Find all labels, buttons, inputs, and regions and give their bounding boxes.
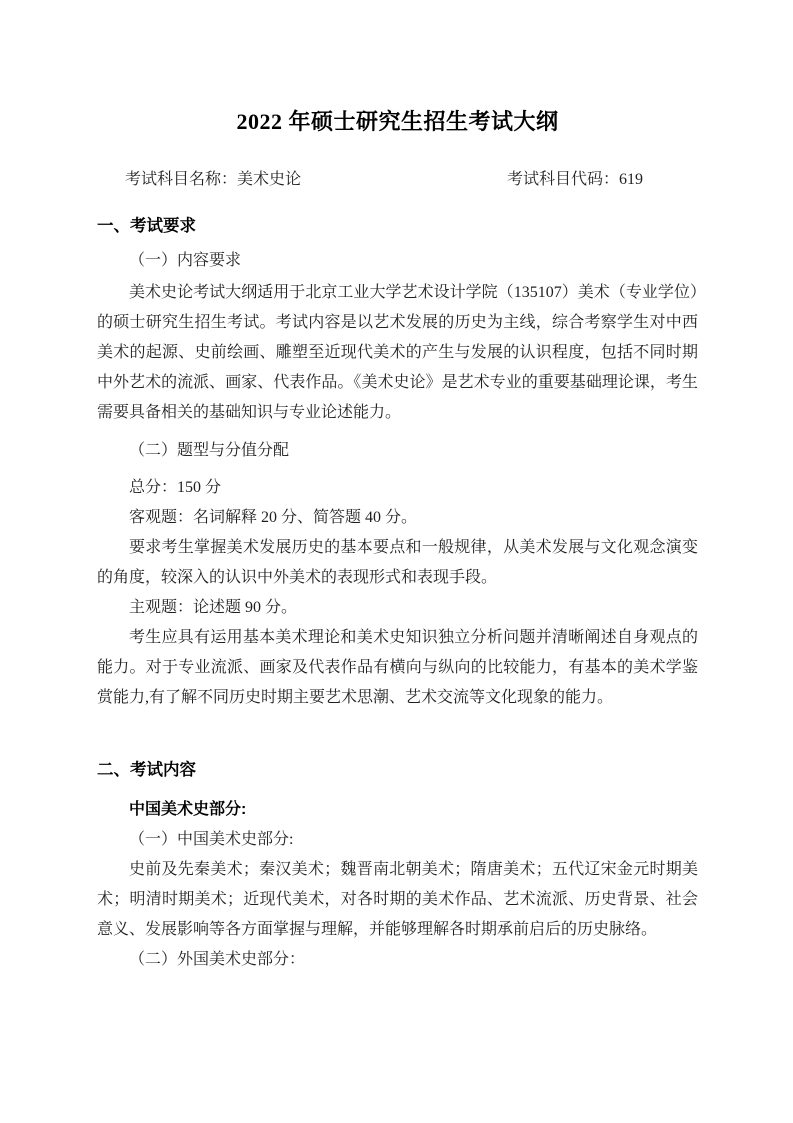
content-requirements-paragraph: 美术史论考试大纲适用于北京工业大学艺术设计学院（135107）美术（专业学位）的硕士研究生招生考试。考试内容是以艺术发展的历史为主线，综合考察学生对中西美术的起源、史前绘画、雕塑至近现代美术的产生与发展的认识程度，包括不同时期中外艺术的流派、画家、代表作品。《美术史论》是艺术专业的重要基础理论课，考生需要具备相关的基础知识与专业论述能力。 <box>97 284 698 421</box>
subject-meta-row <box>97 165 698 195</box>
section-exam-content-heading: 二、考试内容 <box>97 761 196 779</box>
question-types-subheading: （二）题型与分值分配 <box>129 442 290 459</box>
objective-score-line: 客观题：名词解释 20 分、简答题 40 分。 <box>129 509 418 526</box>
subject-code-label: 考试科目代码：619 <box>507 171 644 188</box>
subjective-requirement-paragraph: 考生应具有运用基本美术理论和美术史知识独立分析问题并清晰阐述自身观点的能力。对于专业流派、画家及代表作品有横向与纵向的比较能力，有基本的美术学鉴赏能力,有了解不同历史时期主要艺术思潮、艺术交流等文化现象的能力。 <box>97 629 698 706</box>
content-requirements-subheading: （一）内容要求 <box>129 252 242 269</box>
chinese-art-paragraph: 史前及先秦美术；秦汉美术；魏晋南北朝美术；隋唐美术；五代辽宋金元时期美术；明清时期美术；近现代美术，对各时期的美术作品、艺术流派、历史背景、社会意义、发展影响等各方面掌握与理解，并能够理解各时期承前启后的历史脉络。 <box>97 861 698 938</box>
document-title: 2022 年硕士研究生招生考试大纲 <box>236 109 559 134</box>
subject-name-label: 考试科目名称：美术史论 <box>125 171 302 188</box>
foreign-art-subheading: （二）外国美术史部分： <box>129 951 306 968</box>
total-score-line: 总分：150 分 <box>129 479 222 496</box>
chinese-art-subheading: （一）中国美术史部分: <box>129 831 294 848</box>
objective-requirement-paragraph: 要求考生掌握美术发展历史的基本要点和一般规律，从美术发展与文化观念演变的角度，较深入的认识中外美术的表现形式和表现手段。 <box>97 539 698 586</box>
subjective-score-line: 主观题：论述题 90 分。 <box>129 599 298 616</box>
chinese-art-part-heading: 中国美术史部分: <box>129 801 247 818</box>
section-exam-requirements-heading: 一、考试要求 <box>97 217 196 235</box>
